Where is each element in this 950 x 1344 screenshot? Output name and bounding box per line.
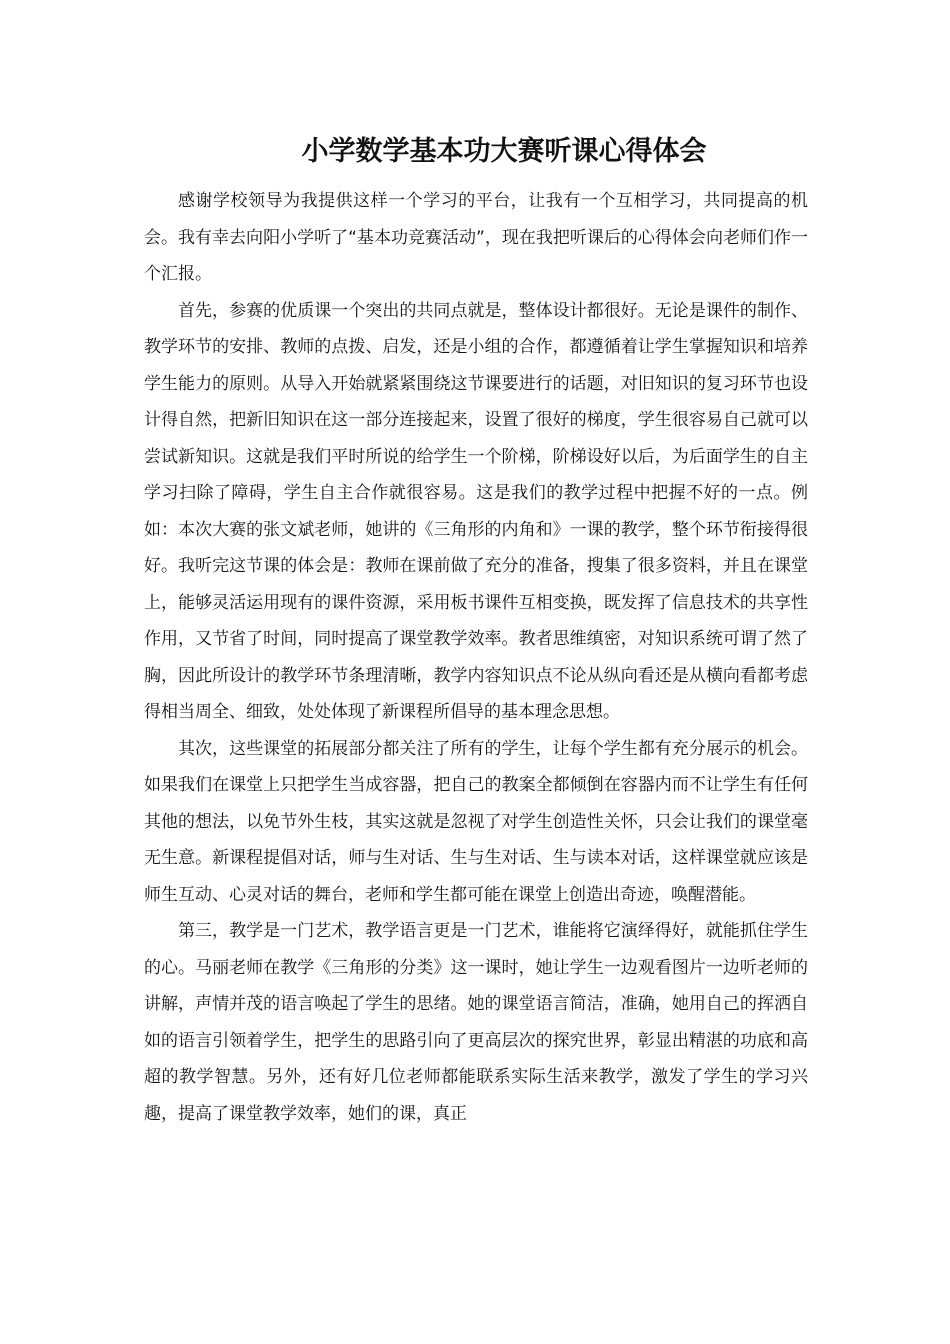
paragraph-1: 感谢学校领导为我提供这样一个学习的平台，让我有一个互相学习，共同提高的机会。我有幸去向阳小学听了“基本功竞赛活动”，现在我把听课后的心得体会向老师们作一个汇报。 [144,191,808,284]
paragraph-3: 其次，这些课堂的拓展部分都关注了所有的学生，让每个学生都有充分展示的机会。如果我们在课堂上只把学生当成容器，把自己的教案全都倾倒在容器内而不让学生有任何其他的想法，以免节外生枝，其实这就是忽视了对学生创造性关怀，只会让我们的课堂毫无生意。新课程提倡对话，师与生对话、生与生对话、生与读本对话，这样课堂就应该是师生互动、心灵对话的舞台，老师和学生都可能在课堂上创造出奇迹，唤醒潜能。 [144,738,808,905]
document-body [144,183,808,1132]
paragraph-4: 第三，教学是一门艺术，教学语言更是一门艺术，谁能将它演绎得好，就能抓住学生的心。马丽老师在教学《三角形的分类》这一课时，她让学生一边观看图片一边听老师的讲解，声情并茂的语言唤起了学生的思绪。她的课堂语言简洁，准确，她用自己的挥洒自如的语言引领着学生，把学生的思路引向了更高层次的探究世界，彰显出精湛的功底和高超的教学智慧。另外，还有好几位老师都能联系实际生活来教学，激发了学生的学习兴趣，提高了课堂教学效率，她们的课，真正 [144,921,808,1124]
paragraph-2: 首先，参赛的优质课一个突出的共同点就是，整体设计都很好。无论是课件的制作、教学环节的安排、教师的点拨、启发，还是小组的合作，都遵循着让学生掌握知识和培养学生能力的原则。从导入开始就紧紧围绕这节课要进行的话题，对旧知识的复习环节也设计得自然，把新旧知识在这一部分连接起来，设置了很好的梯度，学生很容易自己就可以尝试新知识。这就是我们平时所说的给学生一个阶梯，阶梯设好以后，为后面学生的自主学习扫除了障碍，学生自主合作就很容易。这是我们的教学过程中把握不好的一点。例如：本次大赛的张文斌老师，她讲的《三角形的内角和》一课的教学，整个环节衔接得很好。我听完这节课的体会是：教师在课前做了充分的准备，搜集了很多资料，并且在课堂上，能够灵活运用现有的课件资源，采用板书课件互相变换，既发挥了信息技术的共享性作用，又节省了时间，同时提高了课堂教学效率。教者思维缜密，对知识系统可谓了然了胸，因此所设计的教学环节条理清晰，教学内容知识点不论从纵向看还是从横向看都考虑得相当周全、细致，处处体现了新课程所倡导的基本理念思想。 [144,300,808,722]
document-title: 小学数学基本功大赛听课心得体会 [301,136,707,167]
